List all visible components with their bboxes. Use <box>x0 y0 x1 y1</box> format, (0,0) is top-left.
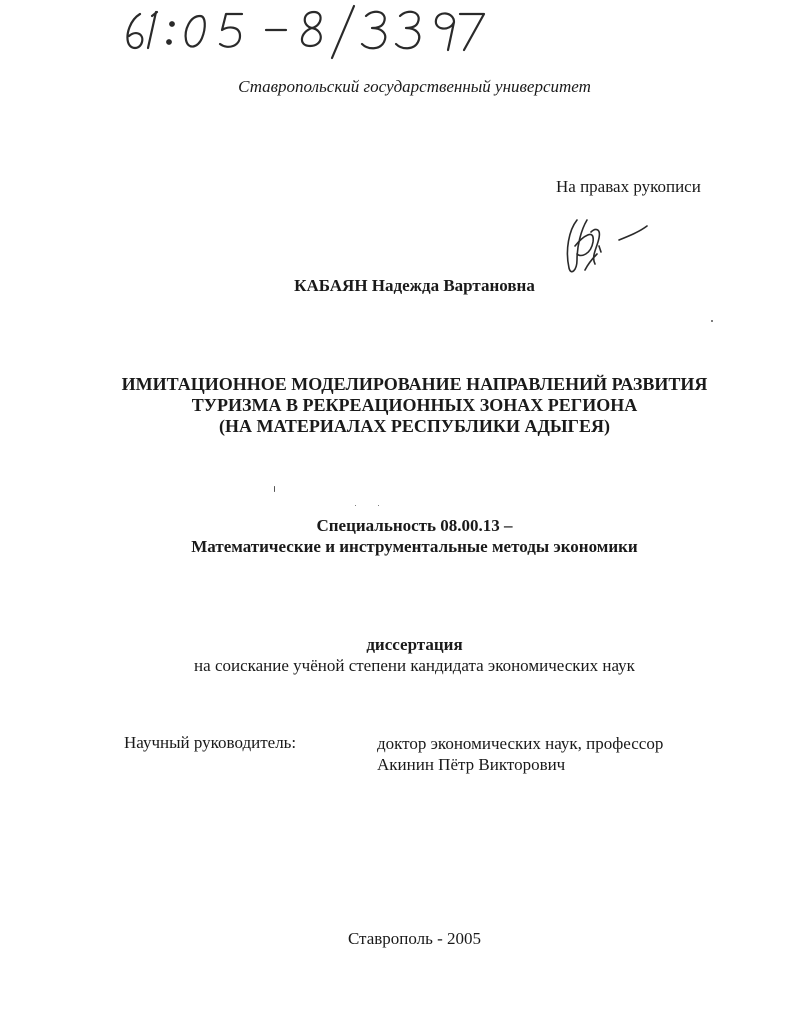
manuscript-rights-note: На правах рукописи <box>556 177 701 196</box>
scan-speck <box>355 505 356 506</box>
scan-speck <box>378 505 379 506</box>
title-line: ТУРИЗМА В РЕКРЕАЦИОННЫХ ЗОНАХ РЕГИОНА <box>191 395 638 415</box>
scan-speck <box>711 320 713 322</box>
advisor-name: Акинин Пётр Викторович <box>377 755 566 774</box>
specialty-code: Специальность 08.00.13 – <box>316 516 513 535</box>
handwritten-call-number <box>118 0 498 60</box>
university-name: Ставропольский государственный университет <box>238 77 591 96</box>
specialty-name: Математические и инструментальные методы экономики <box>191 537 638 556</box>
title-line: ИМИТАЦИОННОЕ МОДЕЛИРОВАНИЕ НАПРАВЛЕНИЙ РАЗВИТИЯ <box>121 374 708 394</box>
advisor-info <box>377 733 663 775</box>
scan-speck <box>274 486 275 492</box>
advisor-label: Научный руководитель: <box>124 733 297 752</box>
author-name: КАБАЯН Надежда Вартановна <box>294 276 535 295</box>
dissertation-block <box>0 634 799 676</box>
dissertation-title <box>0 374 799 437</box>
specialty-block <box>0 515 799 557</box>
dissertation-kind: диссертация <box>366 635 463 654</box>
advisor-degree: доктор экономических наук, профессор <box>377 734 664 753</box>
place-and-year: Ставрополь - 2005 <box>347 929 482 948</box>
handwritten-signature <box>555 206 655 278</box>
degree-line: на соискание учёной степени кандидата экономических наук <box>194 656 635 675</box>
title-line: (НА МАТЕРИАЛАХ РЕСПУБЛИКИ АДЫГЕЯ) <box>219 416 610 436</box>
